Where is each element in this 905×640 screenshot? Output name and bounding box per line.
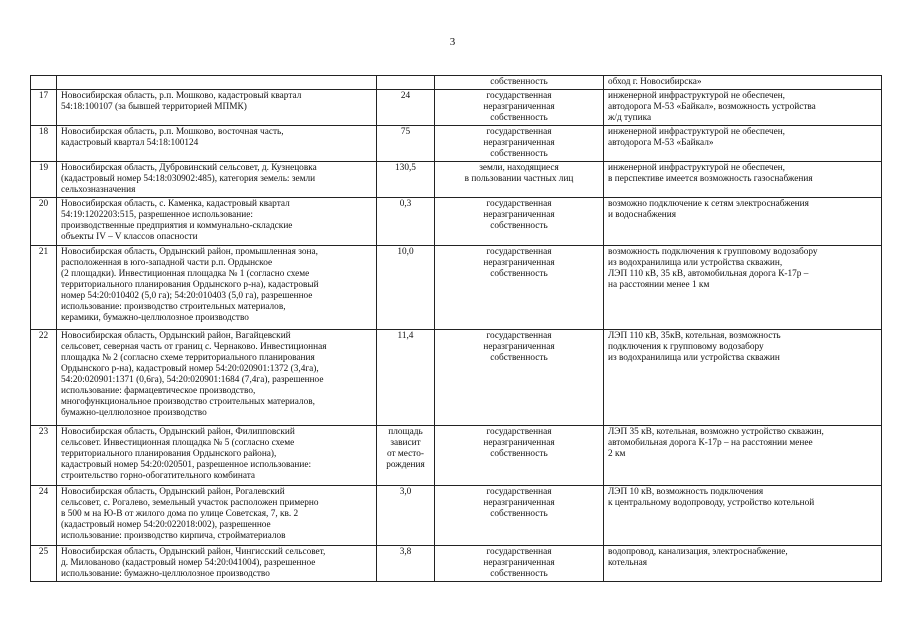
location-cell-line: территориального планирования Ордынского р-на), кадастровый	[61, 280, 319, 290]
table-row	[31, 546, 882, 582]
infrastructure-cell-line: к центральному водопроводу, устройство котельной	[608, 498, 815, 508]
table-row	[31, 90, 882, 126]
infrastructure-cell	[604, 90, 882, 126]
ownership-cell-line: собственность	[490, 569, 548, 579]
location-cell-line: сельсовет. Инвестиционная площадка № 5 (согласно схеме	[61, 438, 295, 448]
ownership-cell	[435, 330, 604, 426]
row-number: 20	[31, 198, 57, 246]
location-cell-line: 54:19:1202203:515, разрешенное использование:	[61, 210, 253, 220]
location-cell-line: (кадастровый номер 54:20:022018:002), разрешенное	[61, 520, 271, 530]
location-cell	[57, 126, 377, 162]
infrastructure-cell-line: и водоснабжения	[608, 210, 676, 220]
location-cell-line: объекты IV – V классов опасности	[61, 232, 198, 242]
area-cell-line: рождения	[386, 460, 425, 470]
area-cell-line: 130,5	[395, 163, 416, 173]
area-cell-line: 3,0	[399, 487, 412, 497]
infrastructure-cell-line: котельная	[608, 558, 648, 568]
row-number: 19	[31, 162, 57, 198]
infrastructure-cell	[604, 76, 882, 90]
ownership-cell-line: государственная	[486, 427, 552, 437]
infrastructure-cell	[604, 198, 882, 246]
location-cell-line: Новосибирская область, р.п. Мошково, восточная часть,	[61, 127, 284, 137]
location-cell-line: кадастровый номер 54:20:020501, разрешенное использование:	[61, 460, 312, 470]
ownership-cell-line: неразграниченная	[483, 438, 555, 448]
infrastructure-cell-line: ЛЭП 110 кВ, 35кВ, котельная, возможность	[608, 331, 781, 341]
ownership-cell	[435, 76, 604, 90]
area-cell-line: 3,8	[399, 547, 412, 557]
area-cell	[377, 198, 435, 246]
ownership-cell-line: собственность	[490, 509, 548, 519]
infrastructure-cell-line: из водохранилища или устройства скважин,	[608, 258, 783, 268]
infrastructure-cell	[604, 162, 882, 198]
infrastructure-cell-line: водопровод, канализация, электроснабжение,	[608, 547, 788, 557]
ownership-cell-line: неразграниченная	[483, 258, 555, 268]
area-cell	[377, 162, 435, 198]
ownership-cell-line: неразграниченная	[483, 342, 555, 352]
infrastructure-cell-line: в перспективе имеется возможность газоснабжения	[608, 174, 813, 184]
infrastructure-cell	[604, 246, 882, 330]
ownership-cell	[435, 198, 604, 246]
infrastructure-cell-line: ЛЭП 35 кВ, котельная, возможно устройство скважин,	[608, 427, 824, 437]
location-cell	[57, 330, 377, 426]
infrastructure-cell	[604, 330, 882, 426]
ownership-cell-line: собственность	[490, 221, 548, 231]
area-cell-line: 75	[400, 127, 411, 137]
area-cell-line: зависит	[390, 438, 421, 448]
ownership-cell-line: собственность	[490, 353, 548, 363]
ownership-cell-line: неразграниченная	[483, 102, 555, 112]
row-number	[31, 76, 57, 90]
infrastructure-cell	[604, 486, 882, 546]
page-number: 3	[449, 36, 456, 48]
area-cell-line: 11,4	[397, 331, 414, 341]
table-row	[31, 162, 882, 198]
ownership-cell-line: государственная	[486, 547, 552, 557]
location-cell-line: бумажно-целлюлозное производство	[61, 408, 207, 418]
ownership-cell-line: неразграниченная	[483, 498, 555, 508]
infrastructure-cell-line: автодорога М-53 «Байкал», возможность устройства	[608, 102, 816, 112]
infrastructure-cell	[604, 426, 882, 486]
ownership-cell	[435, 126, 604, 162]
location-cell-line: Новосибирская область, Дубровинский сельсовет, д. Кузнецовка	[61, 163, 317, 173]
ownership-cell	[435, 486, 604, 546]
ownership-cell-line: государственная	[486, 199, 552, 209]
infrastructure-cell-line: ЛЭП 10 кВ, возможность подключения	[608, 487, 764, 497]
infrastructure-cell-line: возможность подключения к групповому водозабору	[608, 247, 818, 257]
location-cell-line: Новосибирская область, с. Каменка, кадастровый квартал	[61, 199, 290, 209]
infrastructure-cell-line: ЛЭП 110 кВ, 35 кВ, автомобильная дорога К-17р –	[608, 269, 809, 279]
infrastructure-cell-line: возможно подключение к сетям электроснабжения	[608, 199, 809, 209]
location-cell	[57, 486, 377, 546]
ownership-cell-line: государственная	[486, 247, 552, 257]
area-cell-line: 10,0	[397, 247, 414, 257]
location-cell-line: (кадастровый номер 54:18:030902:485), категория земель: земли	[61, 174, 316, 184]
area-cell-line: площадь	[388, 427, 423, 437]
ownership-cell-line: собственность	[490, 113, 548, 123]
location-cell	[57, 198, 377, 246]
location-cell-line: сельхозназначения	[61, 185, 136, 195]
location-cell	[57, 426, 377, 486]
infrastructure-cell	[604, 546, 882, 582]
location-cell	[57, 246, 377, 330]
infrastructure-cell-line: ж/д тупика	[608, 113, 652, 123]
ownership-cell	[435, 90, 604, 126]
row-number: 18	[31, 126, 57, 162]
location-cell-line: территориального планирования Ордынского района),	[61, 449, 277, 459]
location-cell-line: (2 площадки). Инвестиционная площадка № 1 (согласно схеме	[61, 269, 310, 279]
ownership-cell-line: в пользовании частных лиц	[464, 174, 574, 184]
location-cell-line: использование: производство кирпича, стройматериалов	[61, 531, 286, 541]
location-cell-line: в 500 м на Ю-В от жилого дома по улице Советская, 7, кв. 2	[61, 509, 299, 519]
table-row	[31, 426, 882, 486]
location-cell	[57, 162, 377, 198]
area-cell	[377, 546, 435, 582]
row-number: 25	[31, 546, 57, 582]
infrastructure-cell-line: автомобильная дорога К-17р – на расстоянии менее	[608, 438, 813, 448]
ownership-cell-line: неразграниченная	[483, 210, 555, 220]
ownership-cell-line: собственность	[490, 449, 548, 459]
infrastructure-cell	[604, 126, 882, 162]
area-cell-line: от место-	[387, 449, 424, 459]
location-cell-line: Новосибирская область, Ордынский район, Вагайцевский	[61, 331, 291, 341]
ownership-cell	[435, 426, 604, 486]
infrastructure-cell-line: инженерной инфраструктурой не обеспечен,	[608, 163, 785, 173]
location-cell-line: сельсовет, северная часть от границ с. Чернаково. Инвестиционная	[61, 342, 327, 352]
investment-sites-table	[30, 75, 882, 582]
ownership-cell-line: государственная	[486, 127, 552, 137]
location-cell-line: сельсовет, с. Рогалево, земельный участок расположен примерно	[61, 498, 319, 508]
ownership-cell-line: государственная	[486, 91, 552, 101]
location-cell-line: д. Милованово (кадастровый номер 54:20:041004), разрешенное	[61, 558, 316, 568]
location-cell-line: строительство горно-обогатительного комбината	[61, 471, 256, 481]
location-cell-line: использование: бумажно-целлюлозное производство	[61, 569, 270, 579]
location-cell-line: Новосибирская область, Ордынский район, промышленная зона,	[61, 247, 318, 257]
area-cell	[377, 126, 435, 162]
table-row	[31, 76, 882, 90]
area-cell-line: 0,3	[399, 199, 412, 209]
infrastructure-cell-line: инженерной инфраструктурой не обеспечен,	[608, 127, 785, 137]
location-cell-line: использование: производство строительных материалов,	[61, 302, 286, 312]
location-cell-line: 54:20:020901:1371 (0,6га), 54:20:020901:1684 (7,4га), разрешенное	[61, 375, 324, 385]
infrastructure-cell-line: 2 км	[608, 449, 626, 459]
location-cell	[57, 90, 377, 126]
area-cell-line: 24	[400, 91, 411, 101]
infrastructure-cell-line: автодорога М-53 «Байкал»	[608, 138, 714, 148]
table-row	[31, 198, 882, 246]
ownership-cell-line: государственная	[486, 487, 552, 497]
location-cell-line: площадка № 2 (согласно схеме территориального планирования	[61, 353, 315, 363]
location-cell	[57, 546, 377, 582]
row-number: 22	[31, 330, 57, 426]
ownership-cell	[435, 246, 604, 330]
infrastructure-cell-line: из водохранилища или устройства скважин	[608, 353, 780, 363]
location-cell-line: Новосибирская область, Ордынский район, Чингисский сельсовет,	[61, 547, 326, 557]
table-row	[31, 246, 882, 330]
table-row	[31, 486, 882, 546]
infrastructure-cell-line: обход г. Новосибирска»	[608, 77, 702, 87]
location-cell-line: Новосибирская область, Ордынский район, Филипповский	[61, 427, 295, 437]
ownership-cell-line: неразграниченная	[483, 558, 555, 568]
infrastructure-cell-line: на расстоянии менее 1 км	[608, 280, 710, 290]
table-row	[31, 330, 882, 426]
location-cell-line: керамики, бумажно-целлюлозное производство	[61, 313, 249, 323]
location-cell-line: расположенная в юго-западной части р.п. Ордынское	[61, 258, 273, 268]
area-cell	[377, 90, 435, 126]
row-number: 23	[31, 426, 57, 486]
location-cell-line: номер 54:20:010402 (5,0 га); 54:20:010403 (5,0 га), разрешенное	[61, 291, 313, 301]
ownership-cell-line: государственная	[486, 331, 552, 341]
location-cell-line: использование: фармацевтическое производство,	[61, 386, 256, 396]
ownership-cell	[435, 162, 604, 198]
table-row	[31, 126, 882, 162]
area-cell	[377, 246, 435, 330]
ownership-cell-line: собственность	[490, 77, 548, 87]
ownership-cell-line: земли, находящиеся	[479, 163, 559, 173]
location-cell-line: 54:18:100107 (за бывшей территорией МПМК)	[61, 102, 247, 112]
area-cell	[377, 330, 435, 426]
location-cell	[57, 76, 377, 90]
location-cell-line: производственные предприятия и коммунально-складские	[61, 221, 293, 231]
ownership-cell-line: неразграниченная	[483, 138, 555, 148]
area-cell	[377, 76, 435, 90]
row-number: 21	[31, 246, 57, 330]
location-cell-line: Новосибирская область, р.п. Мошково, кадастровый квартал	[61, 91, 302, 101]
location-cell-line: многофункциональное производство строительных материалов,	[61, 397, 315, 407]
area-cell	[377, 426, 435, 486]
ownership-cell	[435, 546, 604, 582]
ownership-cell-line: собственность	[490, 269, 548, 279]
location-cell-line: Новосибирская область, Ордынский район, Рогалевский	[61, 487, 285, 497]
location-cell-line: кадастровый квартал 54:18:100124	[61, 138, 199, 148]
infrastructure-cell-line: инженерной инфраструктурой не обеспечен,	[608, 91, 785, 101]
row-number: 24	[31, 486, 57, 546]
ownership-cell-line: собственность	[490, 149, 548, 159]
row-number: 17	[31, 90, 57, 126]
area-cell	[377, 486, 435, 546]
infrastructure-cell-line: подключения к групповому водозабору	[608, 342, 764, 352]
location-cell-line: Ордынского р-на), кадастровый номер 54:20:020901:1372 (3,4га),	[61, 364, 319, 374]
